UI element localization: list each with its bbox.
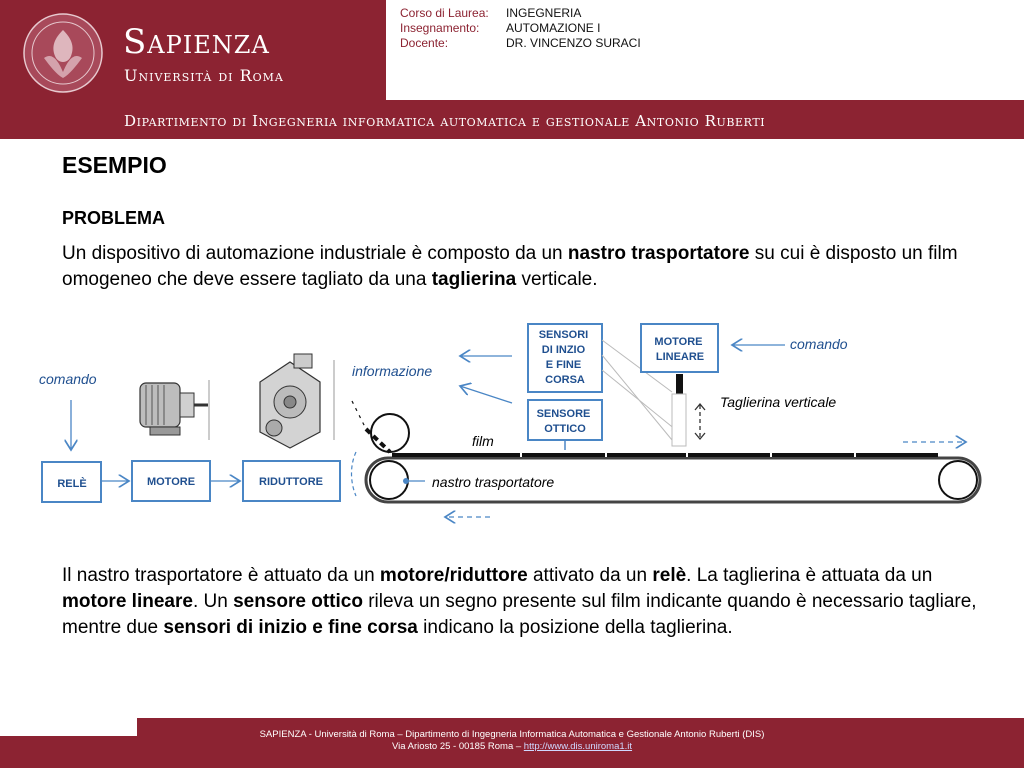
nastro-label: nastro trasportatore xyxy=(432,474,555,490)
sensore-ottico-label: SENSORE OTTICO xyxy=(536,408,591,435)
motore-label: MOTORE xyxy=(146,476,196,488)
footer-line2: Via Ariosto 25 - 00185 Roma – http://www.dis.uniroma1.it xyxy=(391,741,633,752)
reducer-illustration-icon xyxy=(260,354,320,448)
riduttore-label: RIDUTTORE xyxy=(259,476,323,488)
footer-left-band xyxy=(0,736,137,768)
footer-line1: SAPIENZA - Università di Roma – Dipartimento di Ingegneria Informatica Automatica e Gestionale Antonio Ruberti (DIS) xyxy=(259,729,765,740)
footer-text xyxy=(137,729,887,753)
teacher-label: Docente: xyxy=(400,36,449,50)
conveyor-left-roller xyxy=(370,461,408,499)
informazione-label: informazione xyxy=(352,363,433,379)
motor-illustration-icon xyxy=(140,383,208,435)
description-paragraph: Il nastro trasportatore è attuato da un motore/riduttore attivato da un relè. La taglierina è attuata da un motore lineare. Un sensore ottico rileva un segno presente sul film indicante quando è necessario tagliare, mentre due sensori di inizio e fine corsa indicano la posizione della taglierina. xyxy=(62,565,977,638)
comando-right-label: comando xyxy=(790,336,848,352)
subject-label: Insegnamento: xyxy=(400,21,480,35)
teacher-value: DR. VINCENZO SURACI xyxy=(506,36,641,50)
motore-lineare-label: MOTORE LINEARE xyxy=(654,336,705,363)
slide-subtitle: PROBLEMA xyxy=(62,208,165,228)
footer-link[interactable]: http://www.dis.uniroma1.it xyxy=(523,741,633,752)
subject-value: AUTOMAZIONE I xyxy=(506,21,601,35)
course-info xyxy=(400,6,641,51)
motore-lineare-box xyxy=(641,324,718,372)
sensori-label: SENSORI DI INZIO E FINE CORSA xyxy=(538,329,589,386)
taglierina-blade xyxy=(672,394,686,446)
department-name: Dipartimento di Ingegneria informatica automatica e gestionale Antonio Ruberti xyxy=(124,112,766,130)
informazione-arrow-bottom xyxy=(460,386,512,403)
university-seal-icon xyxy=(22,12,104,94)
slide-title: ESEMPIO xyxy=(62,152,167,178)
film-label: film xyxy=(472,433,494,449)
course-label: Corso di Laurea: xyxy=(400,6,489,20)
problem-paragraph: Un dispositivo di automazione industriale è composto da un nastro trasportatore su cui è disposto un film omogeneo che deve essere tagliato da una taglierina verticale. xyxy=(62,243,958,290)
film-roller xyxy=(371,414,409,452)
course-value: INGEGNERIA xyxy=(506,6,582,20)
conveyor-right-roller xyxy=(939,461,977,499)
comando-left-label: comando xyxy=(39,371,97,387)
university-name: Sapienza xyxy=(123,22,270,62)
conveyor-diagram xyxy=(0,300,1024,540)
taglierina-rod xyxy=(676,374,683,394)
rele-label: RELÈ xyxy=(57,478,87,490)
university-subtitle: Università di Roma xyxy=(124,66,284,85)
taglierina-label: Taglierina verticale xyxy=(720,394,837,410)
